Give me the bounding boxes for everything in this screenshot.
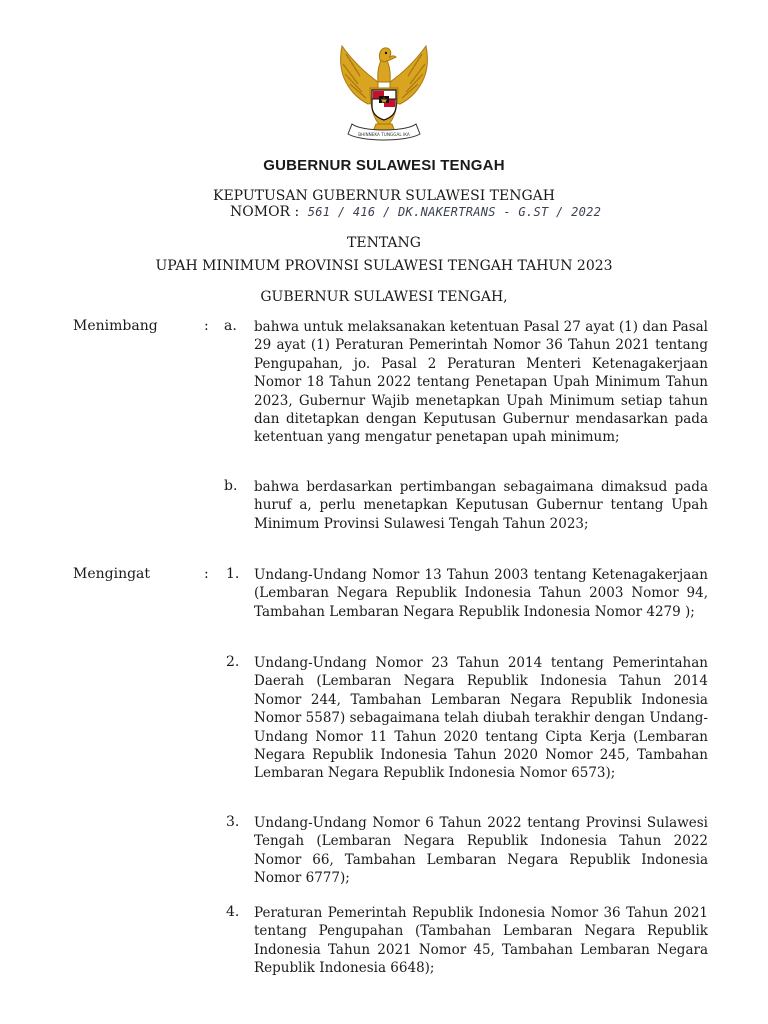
decree-number-line (230, 204, 601, 220)
garuda-pancasila-emblem-icon (334, 42, 434, 144)
mengingat-item-4-text: Peraturan Pemerintah Republik Indonesia Nomor 36 Tahun 2021 tentang Pengupahan (Tambahan Lembaran Negara Republik Indonesia Tahun 2021 Nomor 45, Tambahan Lembaran Negara Republik Indonesia 6648); (254, 905, 708, 977)
mengingat-colon: : (204, 566, 209, 582)
menimbang-label: Menimbang (73, 318, 158, 334)
menimbang-item-b-text: bahwa berdasarkan pertimbangan sebagaimana dimaksud pada huruf a, perlu menetapkan Keputusan Gubernur tentang Upah Minimum Provinsi Sulawesi Tengah Tahun 2023; (254, 479, 708, 532)
mengingat-label: Mengingat (73, 566, 151, 582)
mengingat-item-3-text: Undang-Undang Nomor 6 Tahun 2022 tentang Provinsi Sulawesi Tengah (Lembaran Negara Republik Indonesia Tahun 2022 Nomor 66, Tambahan Lembaran Negara Republik Indonesia Nomor 6777); (254, 815, 708, 887)
menimbang-item-a-text: bahwa untuk melaksanakan ketentuan Pasal 27 ayat (1) dan Pasal 29 ayat (1) Peraturan Pemerintah Nomor 36 Tahun 2021 tentang Pengupahan, jo. Pasal 2 Peraturan Menteri Ketenagakerjaan Nomor 18 Tahun 2022 tentang Penetapan Upah Minimum Tahun 2023, Gubernur Wajib menetapkan Upah Minimum setiap tahun dan ditetapkan dengan Keputusan Gubernur mendasarkan pada ketentuan yang mengatur penetapan upah minimum; (254, 319, 708, 446)
nomor-separator: : (294, 204, 300, 220)
mengingat-item-1-marker: 1. (226, 566, 240, 582)
governor-line: GUBERNUR SULAWESI TENGAH, (260, 289, 508, 305)
decree-subject: UPAH MINIMUM PROVINSI SULAWESI TENGAH TAHUN 2023 (155, 258, 613, 274)
menimbang-colon: : (204, 318, 209, 334)
mengingat-item-2-marker: 2. (226, 654, 240, 670)
mengingat-item-4-marker: 4. (226, 904, 240, 920)
document-heading: GUBERNUR SULAWESI TENGAH (263, 157, 505, 174)
tentang-label: TENTANG (347, 235, 421, 251)
nomor-label: NOMOR (230, 204, 291, 220)
mengingat-item-2-text: Undang-Undang Nomor 23 Tahun 2014 tentang Pemerintahan Daerah (Lembaran Negara Republik Indonesia Tahun 2014 Nomor 244, Tambahan Lembaran Negara Republik Indonesia Nomor 5587) sebagaimana telah diubah terakhir dengan Undang-Undang Nomor 11 Tahun 2020 tentang Cipta Kerja (Lembaran Negara Republik Indonesia Tahun 2020 Nomor 245, Tambahan Lembaran Negara Republik Indonesia Nomor 6573); (254, 655, 708, 782)
nomor-handwritten-value: 561 / 416 / DK.NAKERTRANS - G.ST / 2022 (307, 205, 602, 219)
menimbang-item-b-marker: b. (224, 478, 238, 494)
menimbang-item-a-marker: a. (224, 318, 237, 334)
mengingat-item-3-marker: 3. (226, 814, 240, 830)
emblem-motto: BHINNEKA TUNGGAL IKA (358, 132, 410, 137)
decree-title: KEPUTUSAN GUBERNUR SULAWESI TENGAH (213, 188, 555, 204)
mengingat-item-1-text: Undang-Undang Nomor 13 Tahun 2003 tentang Ketenagakerjaan (Lembaran Negara Republik Indonesia Tahun 2003 Nomor 94, Tambahan Lembaran Negara Republik Indonesia Nomor 4279 ); (254, 567, 708, 620)
